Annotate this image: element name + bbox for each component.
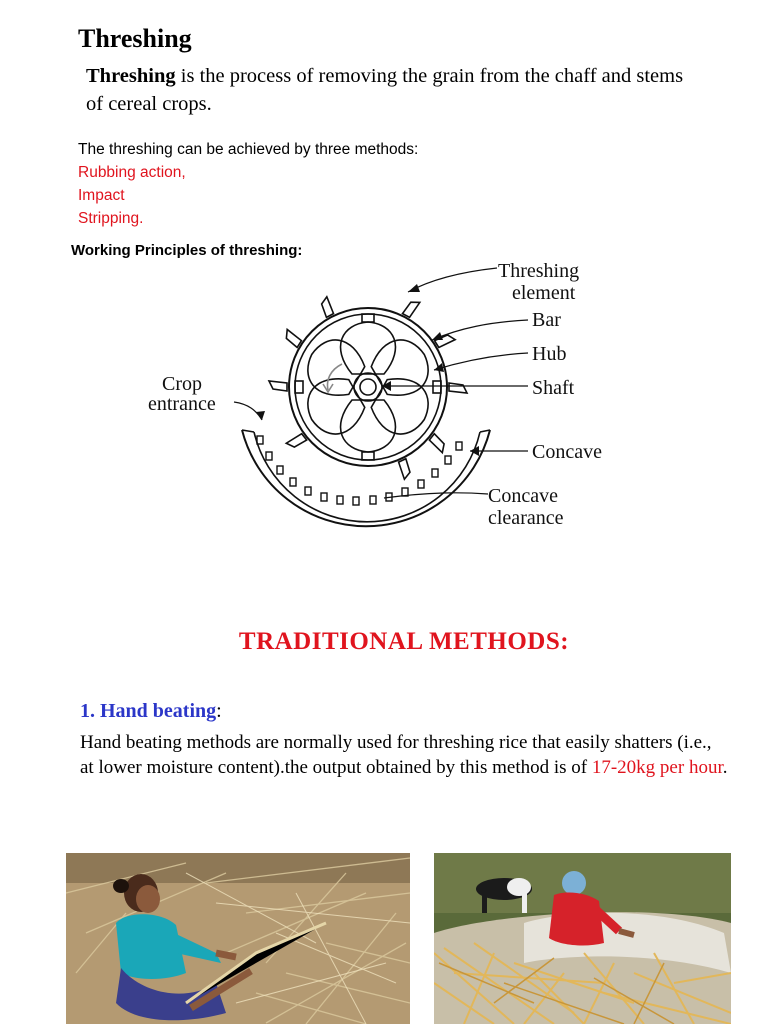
intro-text: is the process of removing the grain from the chaff and stems of cereal crops. <box>86 65 684 115</box>
hand-beating-text <box>80 730 730 780</box>
methods-lead: The threshing can be achieved by three methods: <box>78 141 419 158</box>
label-concave-clearance-2: clearance <box>488 507 564 529</box>
hand-beating-colon: : <box>216 700 222 722</box>
label-concave-clearance: Concave <box>488 485 558 507</box>
hand-beating-end: . <box>722 757 728 778</box>
rotor <box>269 297 467 479</box>
intro-bold-term: Threshing <box>86 65 176 87</box>
threshing-diagram <box>130 252 630 542</box>
intro-paragraph <box>86 62 686 118</box>
label-crop-entrance: Crop <box>162 373 202 395</box>
label-threshing-element-2: element <box>512 282 576 304</box>
label-concave: Concave <box>532 441 602 463</box>
label-bar: Bar <box>532 309 561 331</box>
label-threshing-element: Threshing <box>498 260 580 282</box>
page-title: Threshing <box>78 24 192 53</box>
hand-beating-body: Hand beating methods are normally used for threshing rice that easily shatters (i.e., at lower moisture content).the output obtained by this method is of <box>80 732 712 778</box>
traditional-methods-heading: TRADITIONAL METHODS: <box>238 628 570 655</box>
hand-beating-title <box>80 700 222 723</box>
label-hub: Hub <box>532 343 567 365</box>
method-item: Rubbing action, <box>78 164 186 181</box>
hand-beating-rate: 17-20kg per hour <box>591 757 723 778</box>
concave <box>242 430 490 526</box>
working-principles-heading: Working Principles of threshing: <box>71 242 303 259</box>
hand-beating-photo-2 <box>434 853 731 1024</box>
label-shaft: Shaft <box>532 377 575 399</box>
hand-beating-title-text: 1. Hand beating <box>80 700 217 722</box>
method-item: Impact <box>78 187 125 204</box>
hand-beating-photo-1 <box>66 853 410 1024</box>
label-crop-entrance-2: entrance <box>148 393 216 415</box>
method-item: Stripping. <box>78 210 144 227</box>
